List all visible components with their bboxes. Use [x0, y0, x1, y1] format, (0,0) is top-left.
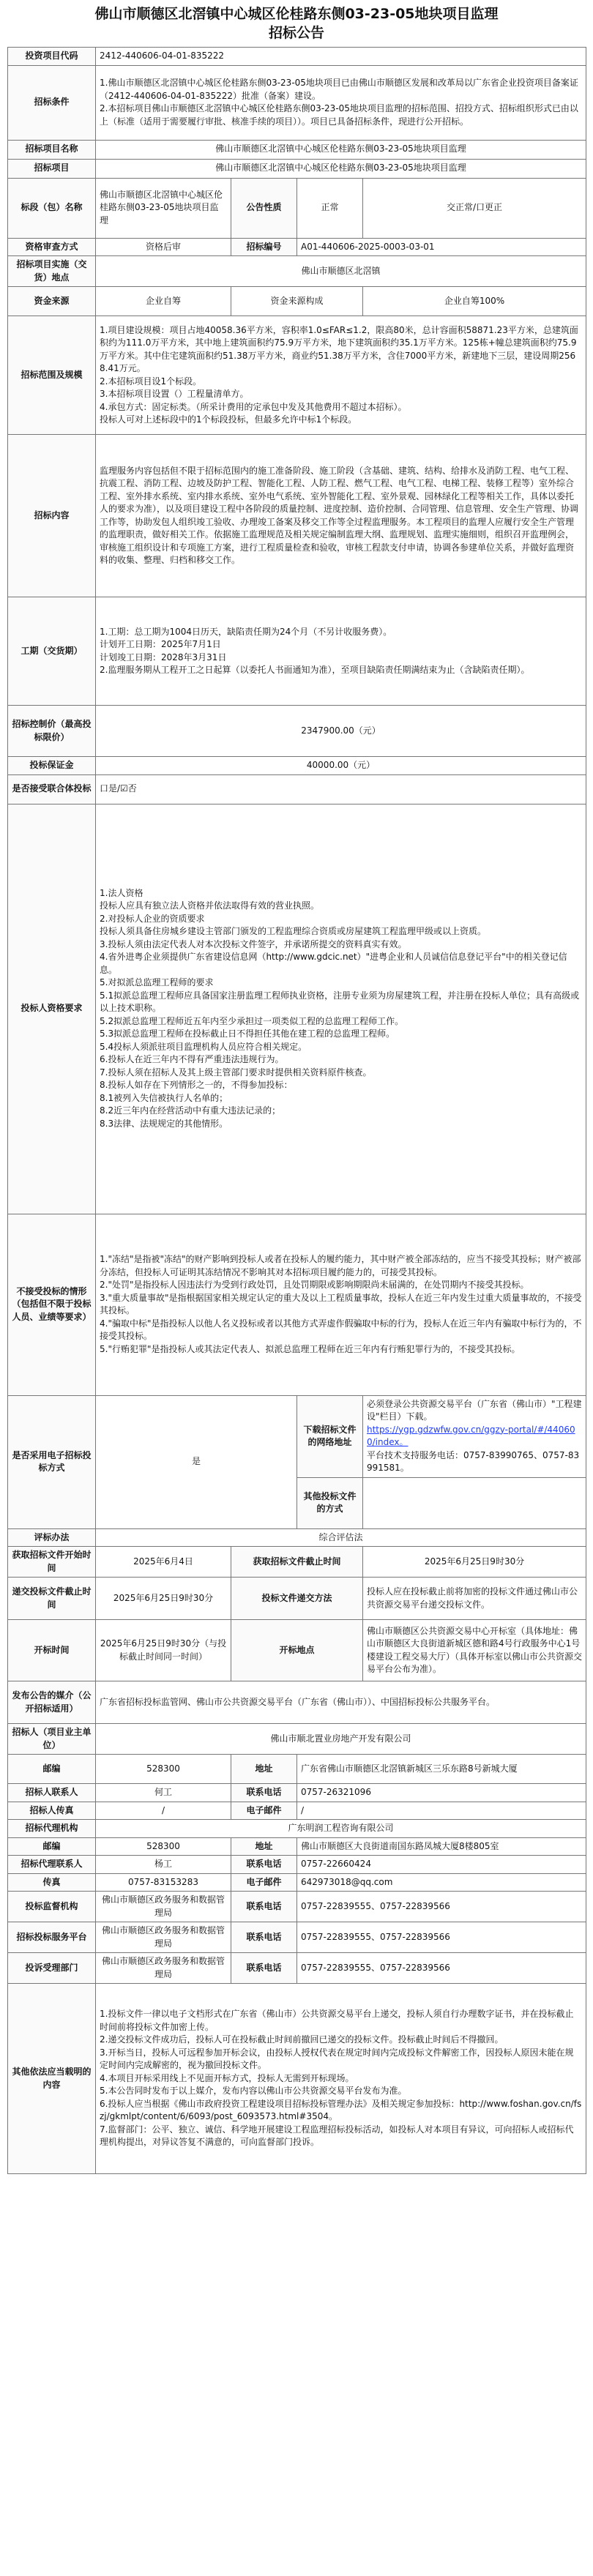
qualification-line: 1.法人资格: [100, 887, 143, 898]
consortium-label: 是否接受联合体投标: [8, 774, 96, 804]
qualification-line: 2.对投标人企业的资质要求: [100, 913, 205, 924]
row-tenderer-fax: [8, 1802, 586, 1820]
tenderer-mail-value: 528300: [96, 1755, 231, 1784]
agent-mail-value: 528300: [96, 1837, 231, 1856]
row-scope: [8, 316, 586, 435]
other-line: 1.投标文件一律以电子文档形式在广东省（佛山市）公共资源交易平台上递交，投标人须自行办理数字证书，并在投标截止时间前将投标文件加密上传。: [100, 2009, 574, 2032]
supervisor-phone-value: 0757-22839555、0757-22839566: [297, 1892, 586, 1922]
qualification-line: 5.4投标人须派驻项目监理机构人员应符合相关规定。: [100, 1041, 307, 1052]
supervisor-label: 投标监督机构: [8, 1892, 96, 1922]
location-value: 佛山市顺德区北滘镇: [96, 256, 586, 287]
qualification-line: 3.投标人须由法定代表人对本次投标文件签字，并承诺所提交的资料真实有效。: [100, 938, 407, 949]
public-value: 正常: [297, 178, 363, 238]
other-line: 5.本公告同时发布于以上媒介，发布内容以佛山市公共资源交易平台发布为准。: [100, 2086, 407, 2097]
row-tenderer: [8, 1724, 586, 1755]
get-end-label: 获取招标文件截止时间: [231, 1547, 363, 1578]
qualifications-value: [96, 804, 586, 1214]
get-end-value: 2025年6月25日9时30分: [363, 1547, 586, 1578]
open-label: 开标时间: [8, 1620, 96, 1681]
agent-addr-label: 地址: [231, 1837, 297, 1856]
open-value: 2025年6月25日9时30分（与投标截止时间同一时间）: [96, 1620, 231, 1681]
project-code-label: 投资项目代码: [8, 48, 96, 66]
page-subtitle: 招标公告: [268, 25, 324, 41]
public-label: 公告性质: [231, 178, 297, 238]
schedule-line: 2.监理服务期从工程开工之日起算（以委托人书面通知为准），至项目缺陷责任期满结束为止（含缺陷责任期）。: [100, 665, 530, 675]
qualification-line: 8.2近三年内在经营活动中有重大违法记录的；: [100, 1105, 281, 1116]
qualification-line: 6.投标人在近三年内不得有严重违法违规行为。: [100, 1054, 284, 1065]
content-value: 监理服务内容包括但不限于招标范围内的施工准备阶段、施工阶段（含基础、建筑、结构、给排水及消防工程、电气工程、抗震工程、消防工程、边坡及防护工程、智能化工程、人防工程、燃气工程、电气工程、电梯工程、装修工程等）室外综合工程、室外排水系统、室内排水系统、室外电气系统、室外智能化工程、室外景观、园林绿化工程等相关工作，具体以委托人的要求为准），以及项目建设工程中各阶段的质量控制、进度控制、造价控制、合同管理、信息管理、安全生产管理、协调工作等，协助发包人组织竣工验收、办理竣工备案及移交工作等全过程监理服务。本工程项目的监理人应履行安全生产管理的监理职责，做好相关工作。依据施工监理规范及相关规定编制监理大纲、监理规划、监理实施细则，组织召开监理例会，审核施工组织设计和专项施工方案，进行工程质量检查和验收，审核工程款支付申请，协调各参建单位关系，并做好监理资料的收集、整理、归档和移交工作。: [96, 435, 586, 597]
platform-service-value: 佛山市顺德区政务服务和数据管理局: [96, 1922, 231, 1953]
schedule-value: [96, 597, 586, 706]
disqual-label: 不接受投标的情形（包括但不限于投标人员、业绩等要求）: [8, 1214, 96, 1395]
qualification-line: 8.投标人如存在下列情形之一的，不得参加投标：: [100, 1080, 293, 1091]
row-open: [8, 1620, 586, 1681]
scope-value: [96, 316, 586, 435]
row-sections: [8, 159, 586, 178]
qualification-line: 投标人应具有独立法人资格并依法取得有效的营业执照。: [100, 900, 320, 911]
scope-line: 1.项目建设规模：项目占地40058.36平方米，容积率1.0≤FAR≤1.2，限高80米，总计容面积58871.23平方米，总建筑面积约为111.0万平方米，其中地上建筑面积约75.9万平方米，地下建筑面积约35.1万平方米。125栋+幢总建筑面积约75.9万平方米。其中住宅建筑面积约51.38万平方米，商业约51.38万平方米，含住7000平方米，新建地下三层，建设周期2568.41万元。: [100, 324, 578, 373]
schedule-line: 1.工期：总工期为1004日历天，缺陷责任期为24个月（不另计收服务费）。: [100, 626, 392, 637]
disqual-line: 4."骗取中标"是指投标人以他人名义投标或者以其他方式弄虚作假骗取中标的行为，投标人在近三年内有骗取中标行为的，不接受其投标。: [100, 1318, 582, 1341]
row-project-code: [8, 48, 586, 66]
row-get-times: [8, 1547, 586, 1578]
other-value: [96, 1984, 586, 2174]
schedule-line: 计划开工日期：2025年7月1日: [100, 639, 221, 649]
tenderer-fax-label: 招标人传真: [8, 1802, 96, 1820]
row-qual: [8, 238, 586, 256]
location-label: 招标项目实施（交货）地点: [8, 256, 96, 287]
sections-label: 招标项目: [8, 159, 96, 178]
complaint-label: 投诉受理部门: [8, 1953, 96, 1984]
bid-code-label: 招标编号: [231, 238, 297, 256]
submit-value: 2025年6月25日9时30分: [96, 1578, 231, 1620]
qualification-line: 8.1被列入失信被执行人名单的；: [100, 1092, 228, 1103]
get-start-value: 2025年6月4日: [96, 1547, 231, 1578]
funds-structure-value: 企业自筹100%: [363, 287, 586, 316]
tenderer-email-label: 电子邮件: [231, 1802, 297, 1820]
qual-label: 资格审查方式: [8, 238, 96, 256]
funds-structure-label: 资金来源构成: [231, 287, 363, 316]
row-other: [8, 1984, 586, 2174]
submit-method-value: 投标人应在投标截止前将加密的投标文件通过佛山市公共资源交易平台递交投标文件。: [363, 1578, 586, 1620]
method-label: 评标办法: [8, 1528, 96, 1547]
agent-phone-value: 0757-22660424: [297, 1856, 586, 1874]
ebid-label: 是否采用电子招标投标方式: [8, 1395, 96, 1528]
platform-service-phone-value: 0757-22839555、0757-22839566: [297, 1922, 586, 1953]
tenderer-email-value: /: [297, 1802, 586, 1820]
supervisor-value: 佛山市顺德区政务服务和数据管理局: [96, 1892, 231, 1922]
agent-contact-label: 招标代理联系人: [8, 1856, 96, 1874]
page-title: 佛山市顺德区北滘镇中心城区伦桂路东侧03-23-05地块项目监理: [94, 6, 499, 22]
other-line: 3.开标当日，投标人可远程参加开标会议，由投标人授权代表在规定时间内完成投标文件解密工作，因投标人原因未能在规定时间内完成解密的，视为撤回投标文件。: [100, 2047, 574, 2071]
platform-service-phone-label: 联系电话: [231, 1922, 297, 1953]
project-name-label: 招标项目名称: [8, 140, 96, 159]
scope-line: 2.本招标项目设1个标段。: [100, 376, 202, 387]
row-method: [8, 1528, 586, 1547]
consortium-value: 口是/☑否: [96, 774, 586, 804]
row-disqual: [8, 1214, 586, 1395]
scope-line: 投标人可对上述标段中的1个标段投标，但最多允许中标1个标段。: [100, 414, 357, 425]
media-label: 发布公告的媒介（公开招标适用）: [8, 1681, 96, 1724]
row-bid: [8, 178, 586, 238]
other-line: 7.监督部门：公平、独立、诚信、科学地开展建设工程监理招标投标活动，如投标人对本项目有异议，可向招标人或招标代理机构提出，对异议答复不满意的，可向监督部门投诉。: [100, 2124, 574, 2148]
funds-source: 企业自筹: [96, 287, 231, 316]
project-name-value: 佛山市顺德区北滘镇中心城区伦桂路东侧03-23-05地块项目监理: [96, 140, 586, 159]
agent-mail-label: 邮编: [8, 1837, 96, 1856]
row-agent-fax: [8, 1873, 586, 1892]
tenderer-addr-label: 地址: [231, 1755, 297, 1784]
disqual-line: 5."行贿犯罪"是指投标人或其法定代表人、拟派总监理工程师在近三年内有行贿犯罪行为的，不接受其投标。: [100, 1343, 521, 1354]
method-value: 综合评估法: [96, 1528, 586, 1547]
deposit-label: 投标保证金: [8, 757, 96, 775]
bid-label: 标段（包）名称: [8, 178, 96, 238]
other-line: 6.投标人应当根据《佛山市政府投资工程建设项目招标投标管理办法》及相关规定参加投标：http://www.foshan.gov.cn/fszj/gkmlpt/content/6/6093/post_6093573.html#3504。: [100, 2098, 582, 2122]
scope-label: 招标范围及规模: [8, 316, 96, 435]
open-place-label: 开标地点: [231, 1620, 363, 1681]
row-consortium: [8, 774, 586, 804]
scope-line: 4.承包方式：固定标类。（所采计费用的定承包中发及其他费用不超过本招标）。: [100, 401, 407, 412]
agent-label: 招标代理机构: [8, 1820, 96, 1838]
ebid-platform-link[interactable]: https://ygp.gdzwfw.gov.cn/ggzy-portal/#/440600/index。: [367, 1424, 575, 1447]
other-label: 其他依法应当载明的内容: [8, 1984, 96, 2174]
agent-addr-value: 佛山市顺德区大良街道南国东路凤城大厦8楼805室: [297, 1837, 586, 1856]
ebid-format-label: 其他投标文件的方式: [297, 1477, 363, 1528]
row-media: [8, 1681, 586, 1724]
agent-fax-label: 传真: [8, 1873, 96, 1892]
ebid-platform-label: 下载招标文件的网络地址: [297, 1395, 363, 1477]
row-agent-addr: [8, 1837, 586, 1856]
media-value: 广东省招标投标监管网、佛山市公共资源交易平台（广东省（佛山市））、中国招标投标公共服务平台。: [96, 1681, 586, 1724]
ebid-value: 是: [96, 1395, 297, 1528]
agent-value: 广东明润工程咨询有限公司: [96, 1820, 586, 1838]
row-funds: [8, 287, 586, 316]
platform-service-label: 招标投标服务平台: [8, 1922, 96, 1953]
row-submit: [8, 1578, 586, 1620]
qualifications-label: 投标人资格要求: [8, 804, 96, 1214]
qual-value: 资格后审: [96, 238, 231, 256]
qualification-line: 投标人须具备住房城乡建设主管部门颁发的工程监理综合资质或房屋建筑工程监理甲级或以上资质。: [100, 926, 487, 937]
submit-label: 递交投标文件截止时间: [8, 1578, 96, 1620]
tenderer-fax-value: /: [96, 1802, 231, 1820]
tenderer-contact-label: 招标人联系人: [8, 1784, 96, 1802]
row-ebid-1: [8, 1395, 586, 1477]
qualification-line: 4.省外进粤企业须提供广东省建设信息网（http://www.gdcic.net）"进粤企业和人员诚信信息登记平台"中的相关登记信息。: [100, 952, 567, 975]
supervisor-phone-label: 联系电话: [231, 1892, 297, 1922]
qualification-line: 5.对拟派总监理工程师的要求: [100, 977, 214, 988]
deposit-value: 40000.00（元）: [96, 757, 586, 775]
conditions-line: 1.佛山市顺德区北滘镇中心城区伦桂路东侧03-23-05地块项目已由佛山市顺德区发展和改革局以广东省企业投资项目备案证（2412-440606-04-01-835222）批准（备案）建设。: [100, 78, 578, 101]
funds-label: 资金来源: [8, 287, 96, 316]
get-start-label: 获取招标文件开始时间: [8, 1547, 96, 1578]
public-scope: 交正常/口更正: [363, 178, 586, 238]
project-code-value: 2412-440606-04-01-835222: [96, 48, 586, 66]
qualification-line: 8.3法律、法规规定的其他情形。: [100, 1118, 228, 1129]
tenderer-phone-label: 联系电话: [231, 1784, 297, 1802]
ebid-hotline: 平台技术支持服务电话：0757-83990765、0757-83991581。: [367, 1449, 580, 1473]
row-tenderer-contact: [8, 1784, 586, 1802]
ebid-platform-value: [363, 1395, 586, 1477]
tenderer-label: 招标人（项目业主单位）: [8, 1724, 96, 1755]
sections-value: 佛山市顺德区北滘镇中心城区伦桂路东侧03-23-05地块项目监理: [96, 159, 586, 178]
row-project-name: [8, 140, 586, 159]
complaint-phone-value: 0757-22839555、0757-22839566: [297, 1953, 586, 1984]
row-qualifications: [8, 804, 586, 1214]
conditions-label: 招标条件: [8, 65, 96, 140]
row-supervisor: [8, 1892, 586, 1922]
disqual-line: 2."处罚"是指投标人因违法行为受到行政处罚，且处罚期限或影响期限尚未届满的，在处罚期内不接受其投标。: [100, 1280, 529, 1290]
row-schedule: [8, 597, 586, 706]
row-content: [8, 435, 586, 597]
agent-email-label: 电子邮件: [231, 1873, 297, 1892]
agent-contact-value: 杨工: [96, 1856, 231, 1874]
row-complaint: [8, 1953, 586, 1984]
qualification-line: 7.投标人须在招标人及其上级主管部门要求时提供相关资料原件核查。: [100, 1067, 372, 1078]
row-conditions: [8, 65, 586, 140]
ebid-platform-text: 必须登录公共资源交易平台（广东省（佛山市）"工程建设"栏目）下载。: [367, 1398, 582, 1422]
other-line: 2.递交投标文件成功后，投标人可在投标截止时间前撤回已递交的投标文件。投标截止时间后不得撤回。: [100, 2034, 504, 2045]
tenderer-contact-value: 何工: [96, 1784, 231, 1802]
tenderer-phone-value: 0757-26321096: [297, 1784, 586, 1802]
tenderer-addr-value: 广东省佛山市顺德区北滘镇新城区三乐东路8号新城大厦: [297, 1755, 586, 1784]
complaint-value: 佛山市顺德区政务服务和数据管理局: [96, 1953, 231, 1984]
submit-method-label: 投标文件递交方法: [231, 1578, 363, 1620]
disqual-line: 1."冻结"是指被"冻结"的财产影响到投标人或者在投标人的履约能力，其中财产被全部冻结的，应当不接受其投标；财产被部分冻结，但投标人可证明其冻结情况不影响其对本招标项目履约能力的，可接受其投标。: [100, 1254, 581, 1277]
conditions-value: [96, 65, 586, 140]
qualification-line: 5.3拟派总监理工程师在投标截止日不得担任其他在建工程的总监理工程师。: [100, 1028, 395, 1039]
agent-fax-value: 0757-83153283: [96, 1873, 231, 1892]
agent-email-value: 642973018@qq.com: [297, 1873, 586, 1892]
other-line: 4.本项目开标采用线上不见面开标方式，投标人无需到开标现场。: [100, 2072, 354, 2083]
qualification-line: 5.1拟派总监理工程师应具备国家注册监理工程师执业资格，注册专业须为房屋建筑工程，并注册在投标人单位；具有高级或以上技术职称。: [100, 990, 580, 1014]
agent-phone-label: 联系电话: [231, 1856, 297, 1874]
row-location: [8, 256, 586, 287]
row-ceiling: [8, 706, 586, 757]
qualification-line: 5.2拟派总监理工程师近五年内至少承担过一项类似工程的总监理工程师工作。: [100, 1015, 404, 1026]
tenderer-value: 佛山市顺北置业房地产开发有限公司: [96, 1724, 586, 1755]
ebid-format-value: [363, 1477, 586, 1528]
ceiling-label: 招标控制价（最高投标限价）: [8, 706, 96, 757]
row-deposit: [8, 757, 586, 775]
disqual-value: [96, 1214, 586, 1395]
schedule-label: 工期（交货期）: [8, 597, 96, 706]
open-place-value: 佛山市顺德区公共资源交易中心开标室（具体地址：佛山市顺德区大良街道新城区德和路4号行政服务中心1号楼建设工程交易大厅）（具体开标室以佛山市公共资源交易平台公布为准）。: [363, 1620, 586, 1681]
content-label: 招标内容: [8, 435, 96, 597]
bid-code-value: A01-440606-2025-0003-03-01: [297, 238, 586, 256]
schedule-line: 计划竣工日期：2028年3月31日: [100, 652, 227, 662]
ceiling-value: 2347900.00（元）: [96, 706, 586, 757]
notice-table: [7, 47, 586, 2174]
scope-line: 3.本招标项目设置（）工程量清单方。: [100, 389, 249, 399]
row-platform-service: [8, 1922, 586, 1953]
row-agent-contact: [8, 1856, 586, 1874]
bid-value: 佛山市顺德区北滘镇中心城区伦桂路东侧03-23-05地块项目监理: [96, 178, 231, 238]
row-agent: [8, 1820, 586, 1838]
notice-page: [7, 0, 586, 2174]
conditions-line: 2.本招标项目佛山市顺德区北滘镇中心城区伦桂路东侧03-23-05地块项目监理的招标范围、招投方式、招标组织形式已由以上（标准（适用于需要履行审批、核准手续的项目））。项目已具备招标条件，现进行公开招标。: [100, 103, 578, 127]
complaint-phone-label: 联系电话: [231, 1953, 297, 1984]
tenderer-mail-label: 邮编: [8, 1755, 96, 1784]
disqual-line: 3."重大质量事故"是指根据国家相关规定认定的重大及以上工程质量事故，投标人在近三年内发生过重大质量事故的，不接受其投标。: [100, 1292, 582, 1315]
row-tenderer-addr: [8, 1755, 586, 1784]
